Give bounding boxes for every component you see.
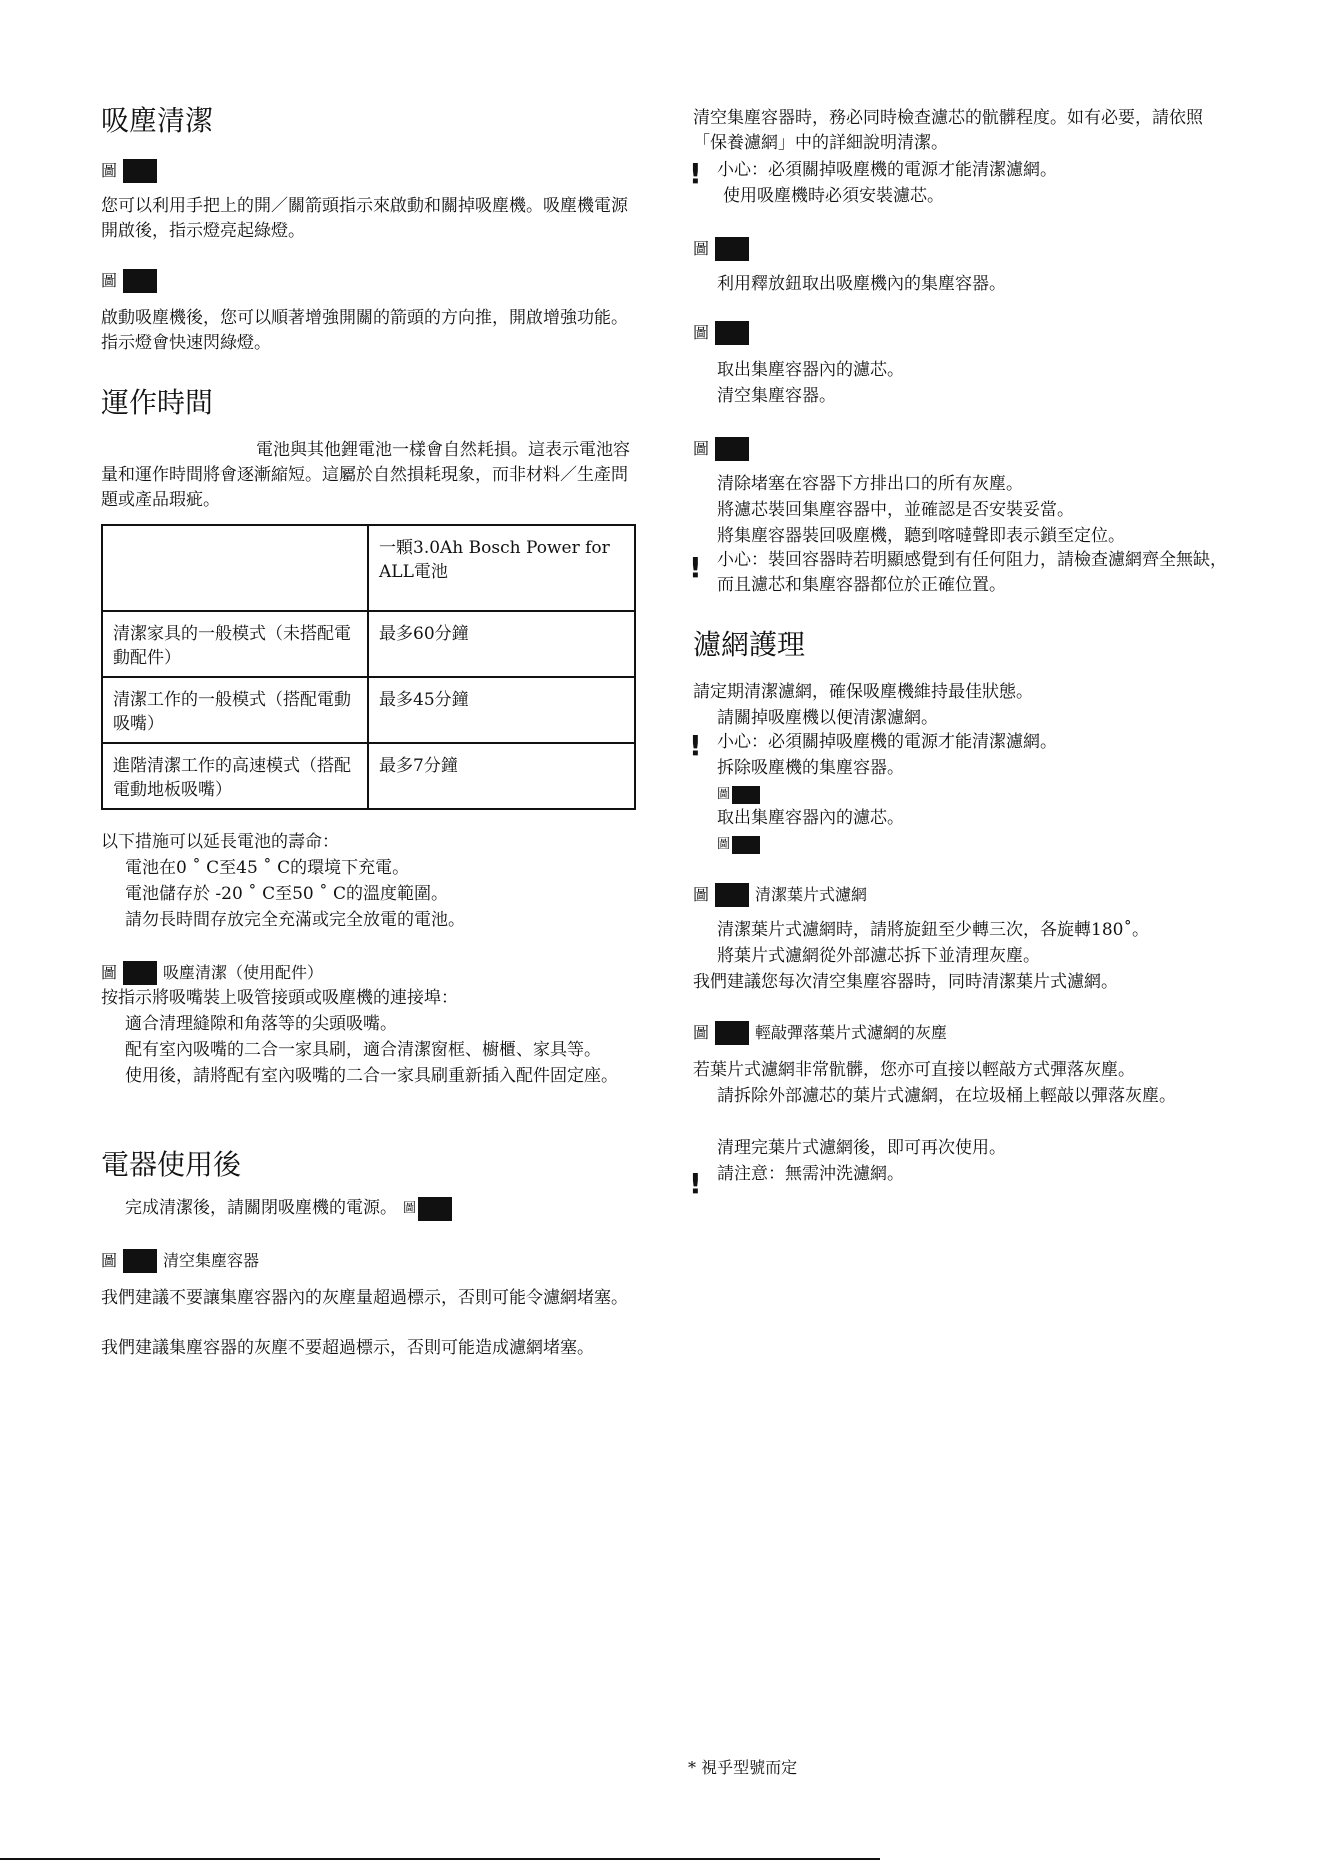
figure-label: 圖 xyxy=(717,837,731,852)
heading-runtime: 運作時間 xyxy=(101,386,214,419)
figure-reference-icon xyxy=(123,159,157,183)
after-text: 完成清潔後，請關閉吸塵機的電源。 xyxy=(125,1198,397,1218)
figure-reference-icon xyxy=(715,237,749,261)
list-item: 請勿長時間存放完全充滿或完全放電的電池。 xyxy=(125,910,465,930)
paragraph-click: 將集塵容器裝回吸塵機，聽到喀噠聲即表示鎖至定位。 xyxy=(717,526,1125,546)
figure-ref xyxy=(693,782,1233,807)
figure-label: 圖 xyxy=(717,787,731,802)
figure-reference-icon xyxy=(732,836,760,854)
paragraph-after xyxy=(101,1196,638,1221)
exclamation-icon: ! xyxy=(689,729,702,762)
paragraph-extend: 以下措施可以延長電池的壽命： xyxy=(101,832,339,852)
figure-reference-icon xyxy=(715,1021,749,1045)
figure-ref xyxy=(693,236,1233,261)
figure-label: 圖 xyxy=(693,1023,710,1042)
figure-ref xyxy=(693,1020,1233,1045)
warning-text: 小心：裝回容器時若明顯感覺到有任何阻力，請檢查濾網齊全無缺，而且濾芯和集塵容器都位於正確位置。 xyxy=(717,550,1227,595)
list-item: 電池在0 ˚ C至45 ˚ C的環境下充電。 xyxy=(125,858,410,878)
runtime-table xyxy=(101,524,636,810)
paragraph-tap-2: 請拆除外部濾芯的葉片式濾網，在垃圾桶上輕敲以彈落灰塵。 xyxy=(717,1086,1176,1106)
paragraph-check: 清空集塵容器時，務必同時檢查濾芯的骯髒程度。如有必要，請依照「保養濾網」中的詳細說明清潔。 xyxy=(693,108,1203,153)
paragraph-tap-1: 若葉片式濾網非常骯髒，您亦可直接以輕敲方式彈落灰塵。 xyxy=(693,1060,1135,1080)
table-row xyxy=(102,677,635,743)
figure-reference-icon xyxy=(123,269,157,293)
table-cell-mode: 清潔家具的一般模式（未搭配電動配件） xyxy=(102,611,368,677)
figure-reference-icon xyxy=(715,883,749,907)
paragraph-clear: 清除堵塞在容器下方排出口的所有灰塵。 xyxy=(717,474,1023,494)
figure-label: 圖 xyxy=(101,963,118,982)
warning-text: 小心：必須關掉吸塵機的電源才能清潔濾網。 xyxy=(717,160,1057,180)
table-header-cell: 一顆3.0Ah Bosch Power for ALL電池 xyxy=(368,525,635,611)
paragraph-remove-filter: 取出集塵容器內的濾芯。 xyxy=(717,360,904,380)
figure-reference-icon xyxy=(732,786,760,804)
exclamation-icon: ! xyxy=(689,551,702,584)
table-row xyxy=(102,525,635,611)
figure-ref xyxy=(693,320,1233,345)
figure-caption: 清空集塵容器 xyxy=(163,1251,260,1270)
figure-label: 圖 xyxy=(693,239,710,258)
list-item: 使用後，請將配有室內吸嘴的二合一家具刷重新插入配件固定座。 xyxy=(125,1066,618,1086)
paragraph-off: 請關掉吸塵機以便清潔濾網。 xyxy=(717,708,938,728)
paragraph-switch: 您可以利用手把上的開／關箭頭指示來啟動和關掉吸塵機。吸塵機電源開啟後，指示燈亮起綠燈。 xyxy=(101,196,628,241)
figure-ref xyxy=(693,882,1233,907)
exclamation-icon: ! xyxy=(689,157,702,190)
paragraph-detach: 拆除吸塵機的集塵容器。 xyxy=(717,758,904,778)
figure-reference-icon xyxy=(715,437,749,461)
figure-ref xyxy=(101,158,638,183)
table-cell-mode: 清潔工作的一般模式（搭配電動吸嘴） xyxy=(102,677,368,743)
warning-text: 請注意：無需沖洗濾網。 xyxy=(717,1164,904,1184)
paragraph-empty-container: 清空集塵容器。 xyxy=(717,386,836,406)
table-row xyxy=(102,743,635,809)
figure-caption: 吸塵清潔（使用配件） xyxy=(163,963,324,982)
figure-reference-icon xyxy=(715,321,749,345)
table-cell-mode: 進階清潔工作的高速模式（搭配電動地板吸嘴） xyxy=(102,743,368,809)
table-cell-time: 最多7分鐘 xyxy=(368,743,635,809)
heading-vacuum-cleaning: 吸塵清潔 xyxy=(101,104,214,137)
exclamation-icon: ! xyxy=(689,1167,702,1200)
paragraph-tap-3: 清理完葉片式濾網後，即可再次使用。 xyxy=(717,1138,1006,1158)
paragraph-release: 利用釋放鈕取出吸塵機內的集塵容器。 xyxy=(717,274,1006,294)
paragraph-empty-2: 我們建議集塵容器的灰塵不要超過標示，否則可能造成濾網堵塞。 xyxy=(101,1338,594,1358)
figure-caption: 輕敲彈落葉片式濾網的灰塵 xyxy=(755,1023,948,1042)
figure-label: 圖 xyxy=(693,439,710,458)
figure-ref xyxy=(693,436,1233,461)
list-item: 適合清理縫隙和角落等的尖頭吸嘴。 xyxy=(125,1014,397,1034)
paragraph-pleated-3: 我們建議您每次清空集塵容器時，同時清潔葉片式濾網。 xyxy=(693,972,1118,992)
table-cell-time: 最多45分鐘 xyxy=(368,677,635,743)
footer-rule xyxy=(0,1858,880,1860)
figure-label: 圖 xyxy=(693,323,710,342)
paragraph-pleated-1: 清潔葉片式濾網時，請將旋鈕至少轉三次，各旋轉180˚。 xyxy=(717,920,1149,940)
figure-ref xyxy=(693,832,1233,857)
table-row xyxy=(102,611,635,677)
figure-caption: 清潔葉片式濾網 xyxy=(755,885,868,904)
table-cell-time: 最多60分鐘 xyxy=(368,611,635,677)
heading-filter-care: 濾網護理 xyxy=(693,628,806,661)
list-item: 電池儲存於 -20 ˚ C至50 ˚ C的溫度範圍。 xyxy=(125,884,449,904)
table-cell xyxy=(102,525,368,611)
warning-text: 使用吸塵機時必須安裝濾芯。 xyxy=(723,186,944,206)
figure-label: 圖 xyxy=(101,161,118,180)
list-item: 配有室內吸嘴的二合一家具刷，適合清潔窗框、櫥櫃、家具等。 xyxy=(125,1040,601,1060)
figure-label: 圖 xyxy=(101,1251,118,1270)
paragraph-reinsert: 將濾芯裝回集塵容器中，並確認是否安裝妥當。 xyxy=(717,500,1074,520)
figure-reference-icon xyxy=(418,1197,452,1221)
figure-reference-icon xyxy=(123,1249,157,1273)
heading-after-use: 電器使用後 xyxy=(101,1148,242,1181)
figure-label: 圖 xyxy=(693,885,710,904)
figure-ref xyxy=(101,268,638,293)
figure-label: 圖 xyxy=(101,271,118,290)
figure-reference-icon xyxy=(123,961,157,985)
paragraph-boost: 啟動吸塵機後，您可以順著增強開關的箭頭的方向推，開啟增強功能。指示燈會快速閃綠燈。 xyxy=(101,308,628,353)
paragraph-accessory: 按指示將吸嘴裝上吸管接頭或吸塵機的連接埠： xyxy=(101,988,458,1008)
figure-ref xyxy=(101,960,638,985)
footnote: * 視乎型號而定 xyxy=(688,1758,798,1777)
paragraph-regular: 請定期清潔濾網，確保吸塵機維持最佳狀態。 xyxy=(693,682,1033,702)
paragraph-battery: 電池與其他鋰電池一樣會自然耗損。這表示電池容量和運作時間將會逐漸縮短。這屬於自然損耗現象，而非材料／生產問題或產品瑕疵。 xyxy=(101,440,630,510)
figure-ref xyxy=(101,1248,638,1273)
paragraph-pleated-2: 將葉片式濾網從外部濾芯拆下並清理灰塵。 xyxy=(717,946,1040,966)
paragraph-empty-1: 我們建議不要讓集塵容器內的灰塵量超過標示，否則可能令濾網堵塞。 xyxy=(101,1288,628,1308)
warning-text: 小心：必須關掉吸塵機的電源才能清潔濾網。 xyxy=(717,732,1057,752)
figure-label: 圖 xyxy=(403,1201,417,1216)
paragraph-takeout: 取出集塵容器內的濾芯。 xyxy=(717,808,904,828)
